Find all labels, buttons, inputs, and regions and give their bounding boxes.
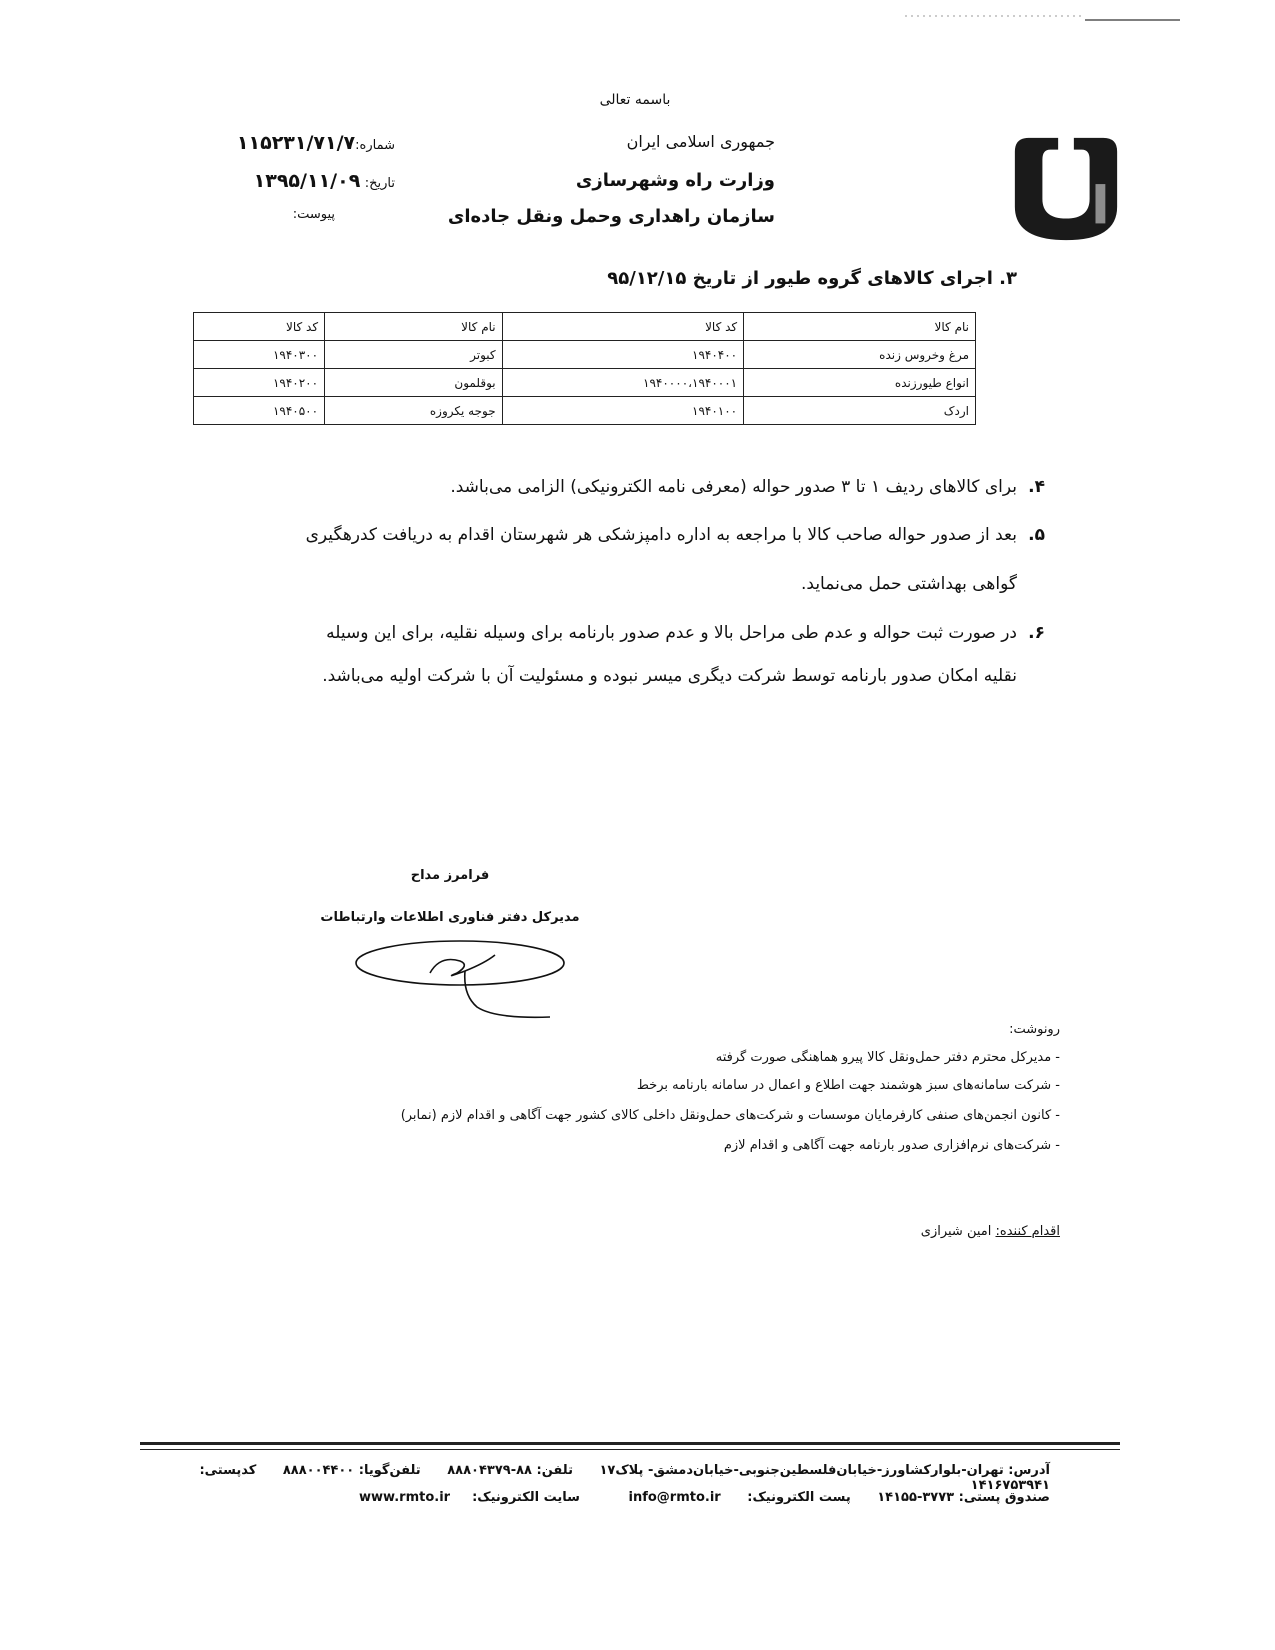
- letter-number: [205, 132, 395, 154]
- item-number: ۴.: [1028, 477, 1045, 497]
- footer-phone: تلفن: ۸۸-۸۸۸۰۴۳۷۹: [447, 1463, 573, 1478]
- item-line: گواهی بهداشتی حمل می‌نماید.: [801, 574, 1017, 594]
- cc-item: - مدیرکل محترم دفتر حمل‌ونقل کالا پیرو هماهنگی صورت گرفته: [715, 1050, 1060, 1065]
- table-row: [194, 369, 976, 397]
- table-header-row: [194, 313, 976, 341]
- signatory-title: مدیرکل دفتر فناوری اطلاعات وارتباطات: [320, 910, 580, 925]
- table-header-cell: کد کالا: [194, 313, 325, 341]
- item-6: [197, 612, 1045, 698]
- item-number: ۶.: [1028, 623, 1045, 643]
- cc-heading: رونوشت:: [1009, 1022, 1060, 1037]
- goods-table: [193, 312, 976, 425]
- table-cell: بوقلمون: [325, 369, 503, 397]
- table-cell: ۱۹۴۰۱۰۰: [502, 397, 744, 425]
- action-officer: [760, 1224, 1060, 1239]
- bismillah: باسمه تعالی: [599, 92, 671, 108]
- table-cell: انواع طیورزنده: [744, 369, 976, 397]
- item-5: [197, 514, 1045, 606]
- footer-email-label: پست الکترونیک:: [747, 1490, 851, 1505]
- signatory-name: فرامرز مداح: [410, 868, 490, 883]
- letter-attachment: [205, 206, 395, 222]
- footer-email-group: [607, 1490, 851, 1505]
- table-cell: اردک: [744, 397, 976, 425]
- item-line: نقلیه امکان صدور بارنامه توسط شرکت دیگری میسر نبوده و مسئولیت آن با شرکت اولیه می‌باشد.: [322, 666, 1017, 686]
- attachment-label: پیوست:: [292, 207, 335, 222]
- footer-po-box: صندوق پستی: ۳۷۷۳-۱۴۱۵۵: [877, 1490, 1050, 1505]
- item-line: برای کالاهای ردیف ۱ تا ۳ صدور حواله (معرفی نامه الکترونیکی) الزامی می‌باشد.: [450, 477, 1017, 497]
- item-line: در صورت ثبت حواله و عدم طی مراحل بالا و عدم صدور بارنامه برای وسیله نقلیه، برای این وسیله: [326, 623, 1017, 643]
- cc-item: - شرکت‌های نرم‌افزاری صدور بارنامه جهت آگاهی و اقدام لازم: [723, 1138, 1060, 1153]
- table-cell: مرغ وخروس زنده: [744, 341, 976, 369]
- footer-site-label: سایت الکترونیک:: [472, 1490, 580, 1505]
- letter-date: [205, 170, 395, 192]
- table-cell: ۱۹۴۰۲۰۰: [194, 369, 325, 397]
- footer-address: آدرس: تهران-بلوارکشاورز-خیابان‌فلسطین‌جنوبی-خیابان‌دمشق- پلاک۱۷: [599, 1463, 1050, 1478]
- cc-item: - شرکت سامانه‌های سبز هوشمند جهت اطلاع و اعمال در سامانه بارنامه برخط: [636, 1078, 1060, 1093]
- cc-item: - کانون انجمن‌های صنفی کارفرمایان موسسات و شرکت‌های حمل‌ونقل داخلی کالای کشور جهت آگاهی و اقدام لازم (نمابر): [400, 1108, 1060, 1123]
- table-cell: جوجه یکروزه: [325, 397, 503, 425]
- footer-rule: [140, 1442, 1120, 1445]
- number-value: ۱۱۵۲۳۱/۷۱/۷: [236, 132, 356, 154]
- number-label: شماره:: [355, 138, 395, 153]
- footer-site[interactable]: www.rmto.ir: [359, 1490, 451, 1505]
- footer-line-1: [190, 1463, 1050, 1493]
- table-row: [194, 397, 976, 425]
- item-line: بعد از صدور حواله صاحب کالا با مراجعه به اداره دامپزشکی هر شهرستان اقدام به دریافت کدرهگیری: [305, 525, 1017, 545]
- scan-mark: [905, 12, 1185, 26]
- table-cell: ۱۹۴۰۴۰۰: [502, 341, 744, 369]
- table-cell: ۱۹۴۰۵۰۰: [194, 397, 325, 425]
- table-cell: ۱۹۴۰۳۰۰: [194, 341, 325, 369]
- section-heading: ۳. اجرای کالاهای گروه طیور از تاریخ ۹۵/۱۲/۱۵: [607, 268, 1017, 289]
- handwritten-signature: [345, 935, 575, 1025]
- organization-logo: [1007, 130, 1125, 248]
- action-label: اقدام کننده:: [995, 1224, 1060, 1239]
- item-4: [197, 466, 1045, 509]
- table-cell: کبوتر: [325, 341, 503, 369]
- org-line-1: جمهوری اسلامی ایران: [626, 132, 775, 151]
- org-line-2: وزارت راه وشهرسازی: [575, 170, 775, 191]
- footer-line-2: [190, 1490, 1050, 1505]
- table-row: [194, 341, 976, 369]
- footer-email[interactable]: info@rmto.ir: [628, 1490, 721, 1505]
- footer-postal-code: کدپستی: ۱۴۱۶۷۵۳۹۴۱: [199, 1463, 1050, 1493]
- footer-rule-thin: [140, 1449, 1120, 1450]
- org-line-3: سازمان راهداری وحمل ونقل جاده‌ای: [447, 206, 775, 227]
- date-value: ۱۳۹۵/۱۱/۰۹: [253, 170, 361, 192]
- item-number: ۵.: [1028, 525, 1045, 545]
- table-cell: ۱۹۴۰۰۰۰،۱۹۴۰۰۰۱: [502, 369, 744, 397]
- table-header-cell: نام کالا: [744, 313, 976, 341]
- footer-site-group: [337, 1490, 580, 1505]
- footer-audio-phone: تلفن‌گویا: ۸۸۸۰۰۴۴۰۰: [282, 1463, 421, 1478]
- table-header-cell: کد کالا: [502, 313, 744, 341]
- table-header-cell: نام کالا: [325, 313, 503, 341]
- date-label: تاریخ:: [364, 176, 395, 191]
- action-value: امین شیرازی: [920, 1224, 992, 1239]
